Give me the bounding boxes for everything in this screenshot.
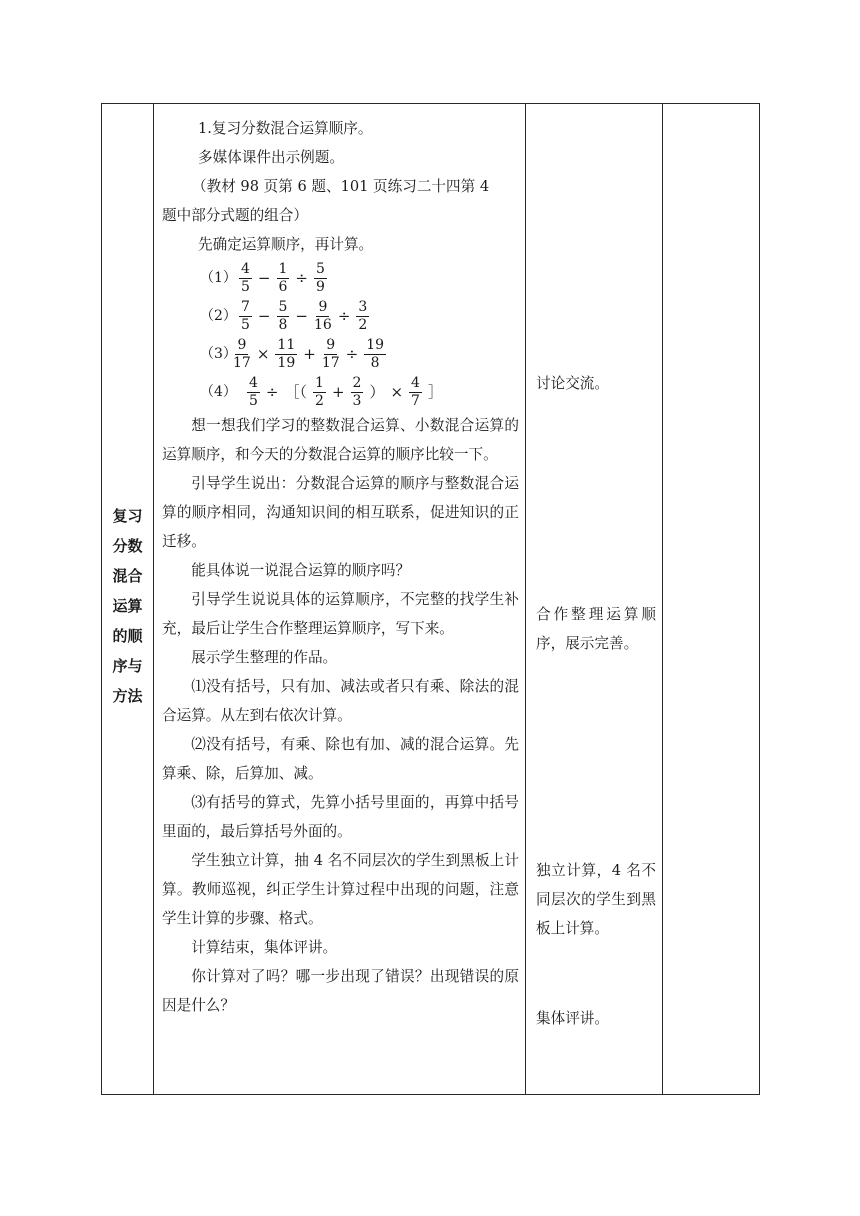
fraction: $\frac{2}{3}$ — [352, 374, 362, 409]
divide-sign: ÷ — [265, 382, 279, 401]
stage-label — [111, 501, 145, 711]
exercise-1 — [162, 259, 519, 297]
rule-paragraph: ⑶有括号的算式，先算小括号里面的，再算中括号里面的，最后算括号外面的。 — [162, 794, 519, 840]
stage-label-line: 序与 — [112, 657, 143, 675]
stage-label-line: 运算 — [112, 597, 143, 615]
fraction: $\frac{9}{17}$ — [321, 336, 340, 371]
paragraph: 计算结束，集体评讲。 — [191, 939, 338, 956]
divide-sign: ÷ — [295, 268, 308, 287]
fraction: $\frac{4}{5}$ — [241, 260, 250, 295]
exercise-number: （2） — [200, 307, 237, 324]
minus-sign: − — [257, 268, 271, 287]
exercise-number: （3） — [200, 345, 237, 362]
stage-label-line: 分数 — [112, 537, 143, 555]
paragraph: 想一想我们学习的整数混合运算、小数混合运算的运算顺序，和今天的分数混合运算的顺序比较一下。 — [162, 417, 519, 463]
notes-cell — [663, 104, 760, 1095]
stage-label-line: 方法 — [112, 687, 143, 705]
teacher-activity-cell — [154, 104, 526, 1095]
student-activity-cell — [526, 104, 663, 1095]
exercise-3 — [162, 335, 519, 373]
fraction: $\frac{7}{5}$ — [241, 298, 250, 333]
minus-sign: − — [257, 306, 271, 325]
fraction: $\frac{3}{2}$ — [358, 298, 368, 333]
divide-sign: ÷ — [345, 344, 359, 363]
fraction: $\frac{9}{16}$ — [314, 298, 332, 333]
exercise-4 — [162, 373, 519, 411]
stage-label-line: 的顺 — [112, 627, 143, 645]
fraction: $\frac{11}{19}$ — [277, 336, 296, 371]
exercise-number: （1） — [200, 269, 237, 286]
rule-paragraph: ⑴没有括号，只有加、减法或者只有乘、除法的混合运算。从左到右依次计算。 — [162, 678, 519, 724]
paragraph: 引导学生说说具体的运算顺序，不完整的找学生补充，最后让学生合作整理运算顺序，写下来。 — [162, 591, 519, 637]
fraction: $\frac{4}{5}$ — [249, 374, 258, 409]
paragraph: 学生独立计算，抽 4 名不同层次的学生到黑板上计算。教师巡视，纠正学生计算过程中出现的问题，注意学生计算的步骤、格式。 — [162, 852, 519, 927]
fraction: $\frac{1}{2}$ — [315, 374, 324, 409]
paragraph: 展示学生整理的作品。 — [191, 649, 338, 666]
fraction: $\frac{5}{8}$ — [278, 298, 288, 333]
paragraph: 你计算对了吗？哪一步出现了错误？出现错误的原因是什么？ — [162, 968, 519, 1014]
student-activity-text: 讨论交流。 — [536, 375, 609, 392]
plus-sign: + — [331, 382, 345, 401]
text-line: 先确定运算顺序，再计算。 — [198, 236, 374, 253]
close-bracket: ］ — [427, 382, 443, 401]
text-line: （教材 98 页第 6 题、101 页练习二十四第 4 — [192, 178, 490, 195]
plus-sign: + — [303, 344, 316, 363]
student-activity-text: 集体评讲。 — [536, 1010, 609, 1027]
stage-label-line: 混合 — [112, 567, 143, 585]
lesson-table — [101, 103, 760, 1095]
divide-sign: ÷ — [337, 306, 351, 325]
paragraph: 引导学生说出：分数混合运算的顺序与整数混合运算的顺序相同，沟通知识间的相互联系，促进知识的正迁移。 — [162, 475, 519, 550]
student-activity-text: 独立计算，4 名不同层次的学生到黑板上计算。 — [536, 862, 656, 937]
exercise-number: （4） — [200, 383, 237, 400]
exercise-2 — [162, 297, 519, 335]
minus-sign: − — [295, 306, 308, 325]
fraction: $\frac{5}{9}$ — [316, 260, 325, 295]
times-sign: × — [390, 382, 404, 401]
student-activity-text: 合作整理运算顺序，展示完善。 — [536, 606, 656, 652]
open-brackets: ［（ — [284, 382, 308, 401]
fraction: $\frac{1}{6}$ — [278, 260, 288, 295]
close-paren: ） — [369, 382, 385, 401]
fraction: $\frac{4}{7}$ — [411, 374, 420, 409]
times-sign: × — [256, 344, 270, 363]
table-row — [102, 104, 760, 1095]
paragraph: 能具体说一说混合运算的顺序吗？ — [191, 562, 411, 579]
text-line: 多媒体课件出示例题。 — [198, 149, 344, 166]
stage-label-line: 复习 — [112, 507, 143, 525]
fraction: $\frac{9}{17}$ — [233, 336, 251, 371]
rule-paragraph: ⑵没有括号，有乘、除也有加、减的混合运算。先算乘、除，后算加、减。 — [162, 736, 519, 782]
fraction: $\frac{19}{8}$ — [366, 336, 385, 371]
section-heading: 1.复习分数混合运算顺序。 — [198, 120, 373, 137]
text-line: 题中部分式题的组合） — [162, 207, 308, 224]
stage-cell — [102, 104, 154, 1095]
